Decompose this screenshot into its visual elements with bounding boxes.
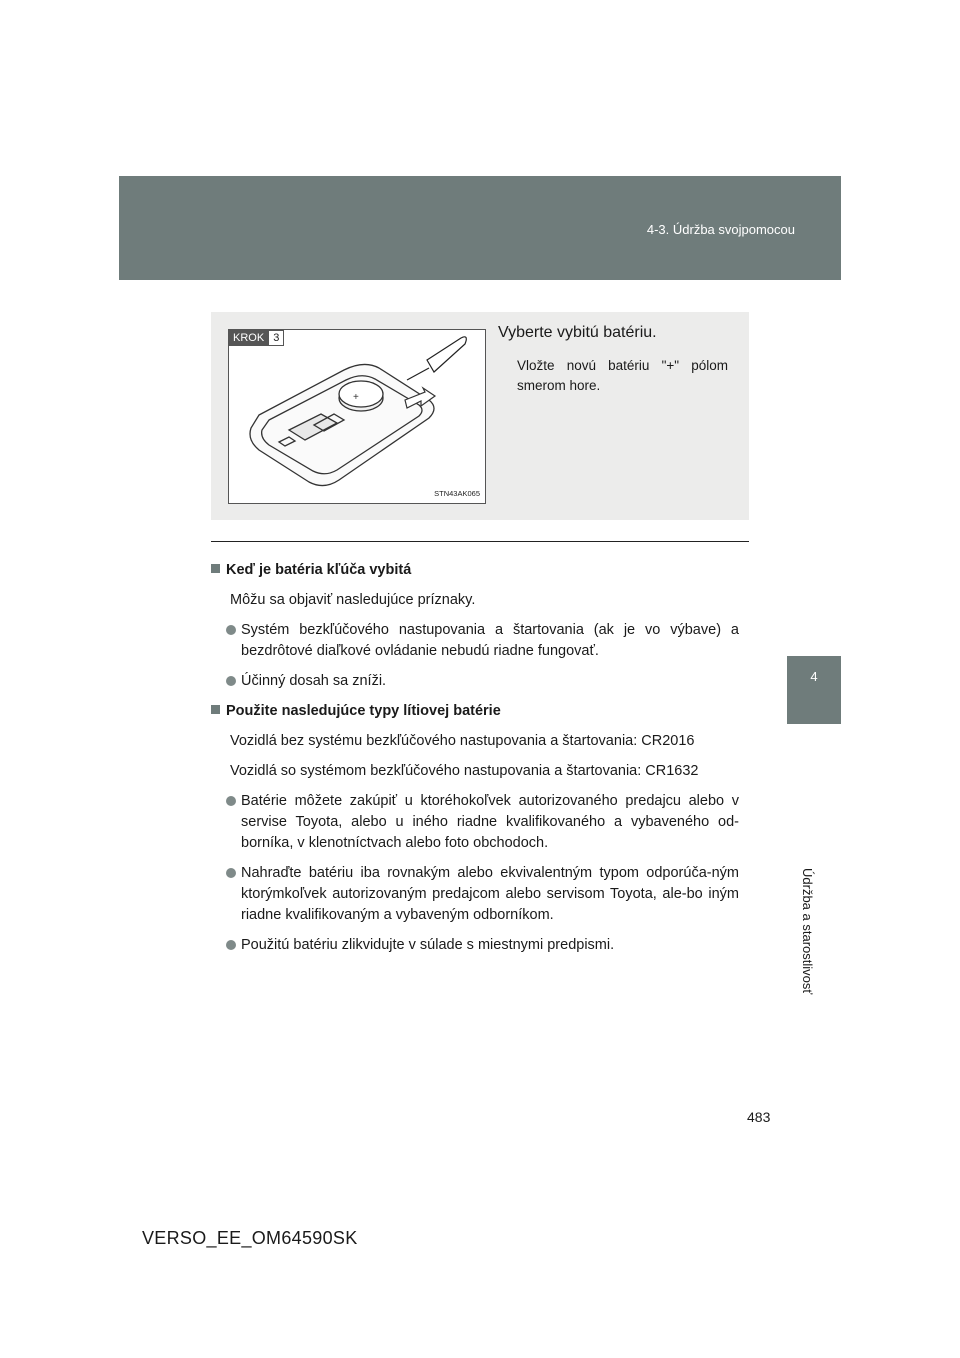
section-heading-text: Použite nasledujúce typy lítiovej batérie [226, 703, 501, 719]
step-heading: Vyberte vybitú batériu. [498, 324, 657, 341]
section-heading [211, 701, 739, 722]
key-fob-drawing [229, 330, 485, 503]
list-item-text: Nahraďte batériu iba rovnakým alebo ekvivalentným typom odporúča-ným ktorýmkoľvek autorizovaným predajcom alebo servisom Toyota, ale-bo iným riadne kvalifikovaným a vybaveným odborníkom. [241, 865, 739, 923]
circle-bullet-icon [226, 868, 236, 878]
paragraph: Vozidlá so systémom bezkľúčového nastupovania a štartovania: CR1632 [230, 763, 699, 779]
list-item [211, 791, 739, 854]
main-content [211, 560, 739, 956]
illustration-code: STN43AK065 [434, 489, 480, 498]
circle-bullet-icon [226, 940, 236, 950]
section-title: 4-3. Údržba svojpomocou [646, 222, 795, 237]
chapter-tab-number: 4 [787, 656, 841, 724]
page-number: 483 [747, 1109, 771, 1125]
chapter-tab-label [800, 736, 820, 995]
list-item [211, 671, 739, 692]
list-item [211, 863, 739, 926]
chapter-tab-label-text: Údržba a starostlivosť [800, 868, 815, 995]
list-item [211, 620, 739, 662]
list-item-text: Batérie môžete zakúpiť u ktoréhokoľvek autorizovaného predajcu alebo v servise Toyota, alebo u iného riadne kvalifikovaného a vybaveného od-borníka, v klenotníctvach alebo foto obchodoch. [241, 793, 739, 851]
list-item [211, 935, 739, 956]
chapter-header-bar [119, 176, 841, 280]
list-item-text: Účinný dosah sa zníži. [241, 673, 387, 689]
section-divider [211, 541, 749, 542]
step-badge-label: KROK [229, 330, 268, 346]
square-bullet-icon [211, 564, 220, 573]
list-item-text: Použitú batériu zlikvidujte v súlade s miestnymi predpismi. [241, 937, 615, 953]
section-heading [211, 560, 739, 581]
step-text: Vložte novú batériu "+" pólom smerom hore. [517, 358, 728, 393]
circle-bullet-icon [226, 625, 236, 635]
document-code: VERSO_EE_OM64590SK [142, 1228, 358, 1248]
step-badge-number: 3 [268, 330, 284, 346]
battery-replacement-illustration [228, 329, 486, 504]
square-bullet-icon [211, 705, 220, 714]
paragraph: Vozidlá bez systému bezkľúčového nastupovania a štartovania: CR2016 [230, 733, 695, 749]
svg-text:+: + [353, 392, 359, 403]
circle-bullet-icon [226, 796, 236, 806]
section-heading-text: Keď je batéria kľúča vybitá [226, 562, 412, 578]
paragraph: Môžu sa objaviť nasledujúce príznaky. [230, 592, 476, 608]
circle-bullet-icon [226, 676, 236, 686]
list-item-text: Systém bezkľúčového nastupovania a štartovania (ak je vo výbave) a bezdrôtové diaľkové ovládanie nebudú riadne fungovať. [241, 622, 739, 659]
